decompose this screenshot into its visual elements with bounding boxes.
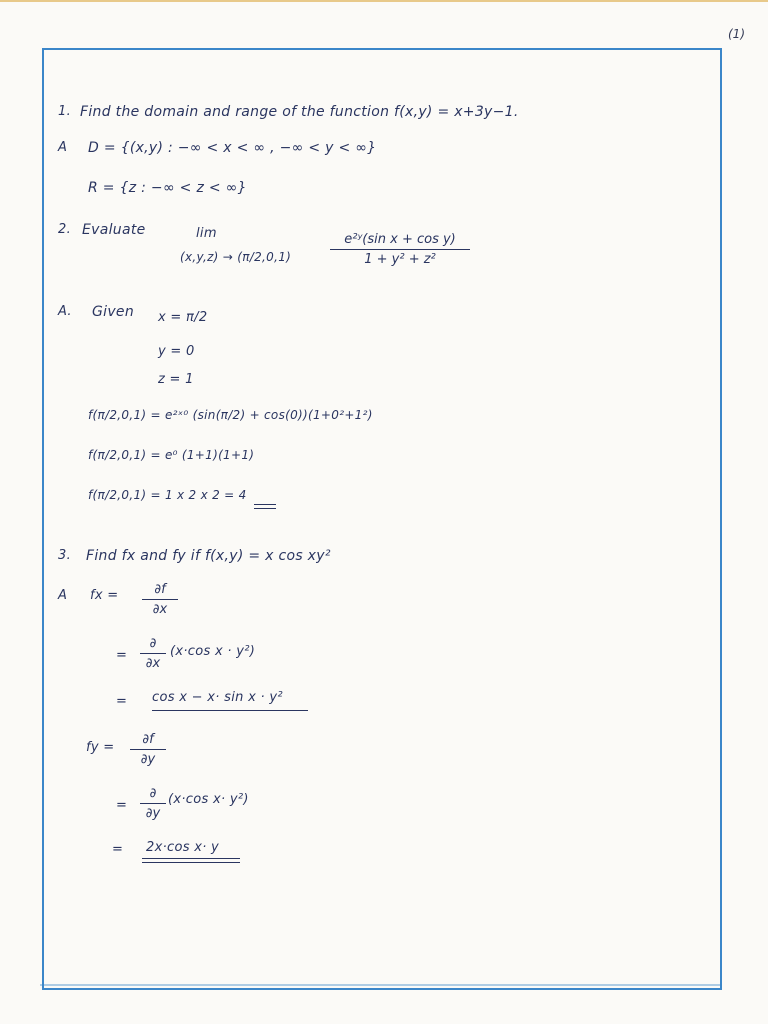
q3-fx-eq-1: = (116, 648, 128, 663)
page-border-shadow (40, 984, 722, 986)
q2-number: 2. (58, 222, 72, 237)
q3-fx-expression: (x·cos x · y²) (170, 644, 256, 659)
q3-fx-partial-x: ∂x (152, 602, 168, 617)
q2-lim: lim (196, 226, 217, 241)
q2-numerator: e²ʸ(sin x + cos y) (330, 232, 470, 250)
q2-given-x: x = π/2 (158, 310, 208, 325)
q3-fy-operator-top: ∂ (140, 786, 166, 804)
q2-given-z: z = 1 (158, 372, 194, 387)
q2-given-label: Given (92, 304, 135, 320)
q3-fx-operator (140, 636, 166, 671)
q3-fy-expression: (x·cos x· y²) (168, 792, 249, 807)
q3-fy-eq-1: = (116, 798, 128, 813)
q3-fy-partial (130, 732, 166, 767)
q2-step-2: f(π/2,0,1) = e⁰ (1+1)(1+1) (88, 448, 255, 462)
q3-fy-partial-y: ∂y (140, 752, 156, 767)
q2-step-3: f(π/2,0,1) = 1 x 2 x 2 = 4 (88, 488, 247, 502)
page-number: (1) (728, 27, 745, 41)
q3-fx-partial (142, 582, 178, 617)
q2-given-y: y = 0 (158, 344, 195, 359)
q3-fx-eq-2: = (116, 694, 128, 709)
q3-fx-result-underline (152, 710, 308, 711)
q2-denominator: 1 + y² + z² (364, 252, 436, 267)
q2-result-underline (254, 504, 276, 505)
q3-fx-label: fx = (90, 588, 119, 603)
q3-fx-partial-f: ∂f (142, 582, 178, 600)
q3-answer-marker: A (58, 588, 68, 603)
q3-fy-operator-bottom: ∂y (145, 806, 161, 821)
q3-fy-result: 2x·cos x· y (146, 840, 220, 855)
q1-number: 1. (58, 104, 72, 119)
q1-range: R = {z : −∞ < z < ∞} (88, 180, 247, 196)
q3-fx-operator-top: ∂ (140, 636, 166, 654)
q3-fy-label: fy = (86, 740, 115, 755)
q2-limit-fraction (330, 232, 470, 267)
q3-fy-result-underline (142, 858, 240, 859)
q3-fy-eq-2: = (112, 842, 124, 857)
q2-answer-marker: A. (58, 304, 72, 319)
q2-label: Evaluate (82, 222, 146, 238)
q3-fy-operator (140, 786, 166, 821)
q3-question: Find fx and fy if f(x,y) = x cos xy² (86, 548, 331, 564)
q2-approach: (x,y,z) → (π/2,0,1) (180, 250, 292, 264)
q1-question: Find the domain and range of the function f(x,y) = x+3y−1. (80, 104, 519, 120)
q3-fy-result-underline-2 (142, 862, 240, 863)
q3-number: 3. (58, 548, 72, 563)
q2-step-1: f(π/2,0,1) = e²ˣ⁰ (sin(π/2) + cos(0))(1+0²+1²) (88, 408, 373, 422)
q3-fy-partial-f: ∂f (130, 732, 166, 750)
q1-domain: D = {(x,y) : −∞ < x < ∞ , −∞ < y < ∞} (88, 140, 377, 156)
q3-fx-operator-bottom: ∂x (145, 656, 161, 671)
page-top-edge (0, 0, 768, 2)
q3-fx-result: cos x − x· sin x · y² (152, 690, 283, 705)
q2-result-underline-2 (254, 508, 276, 509)
q1-answer-marker: A (58, 140, 68, 155)
